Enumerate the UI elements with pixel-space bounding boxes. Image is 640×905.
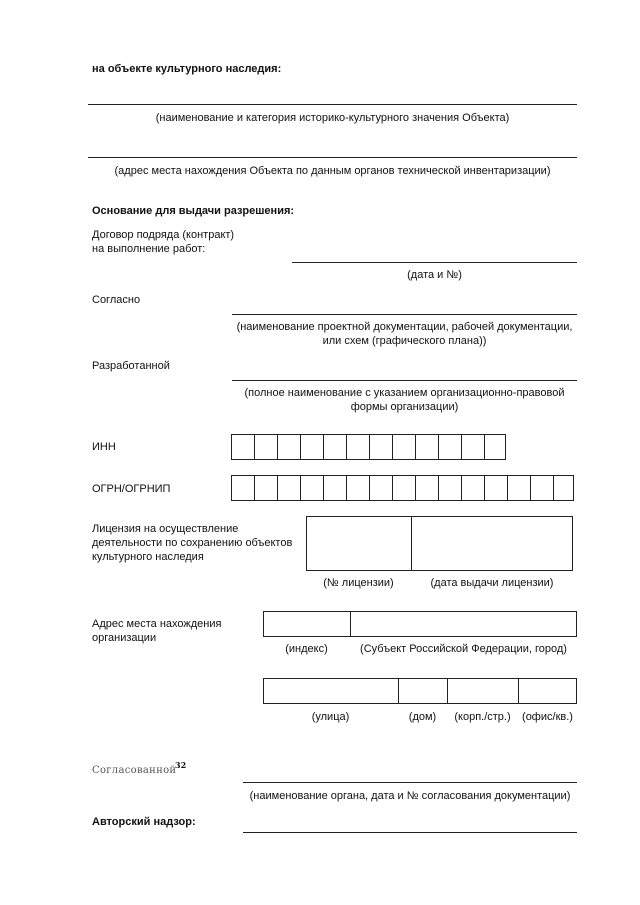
inn-digit-cell[interactable] (462, 435, 485, 459)
inn-digit-cell[interactable] (255, 435, 278, 459)
inn-cells[interactable] (231, 434, 506, 460)
inn-digit-cell[interactable] (324, 435, 347, 459)
ogrn-digit-cell[interactable] (370, 476, 393, 500)
approved-label: Согласованной (92, 765, 177, 776)
inn-digit-cell[interactable] (301, 435, 324, 459)
author-supervision-field[interactable] (243, 832, 577, 833)
contract-label-line2: на выполнение работ: (92, 243, 206, 255)
ogrn-digit-cell[interactable] (462, 476, 485, 500)
address-bottom-box[interactable] (263, 678, 577, 704)
house-caption: (дом) (408, 711, 437, 723)
address-label-line1: Адрес места нахождения (92, 618, 222, 630)
license-date-field[interactable] (412, 517, 572, 570)
org-name-caption-line2: формы организации) (350, 401, 459, 413)
license-date-caption: (дата выдачи лицензии) (430, 577, 554, 589)
address-top-box[interactable] (263, 611, 577, 637)
house-field[interactable] (399, 679, 448, 703)
office-caption: (офис/кв.) (522, 711, 573, 723)
ogrn-digit-cell[interactable] (393, 476, 416, 500)
approval-body-field[interactable] (243, 782, 577, 783)
ogrn-digit-cell[interactable] (554, 476, 573, 500)
postal-index-field[interactable] (264, 612, 351, 636)
building-caption: (корп./стр.) (454, 711, 511, 723)
object-address-field[interactable] (88, 157, 577, 158)
street-caption: (улица) (311, 711, 350, 723)
author-supervision-label: Авторский надзор: (92, 816, 196, 828)
postal-index-caption: (индекс) (285, 643, 328, 655)
inn-digit-cell[interactable] (485, 435, 505, 459)
ogrn-digit-cell[interactable] (232, 476, 255, 500)
contract-date-number-caption: (дата и №) (407, 269, 462, 281)
inn-digit-cell[interactable] (232, 435, 255, 459)
inn-digit-cell[interactable] (278, 435, 301, 459)
subject-city-caption: (Субъект Российской Федерации, город) (360, 643, 567, 655)
office-field[interactable] (519, 679, 576, 703)
license-number-caption: (№ лицензии) (323, 577, 394, 589)
ogrn-digit-cell[interactable] (416, 476, 439, 500)
agreed-label: Согласно (92, 294, 141, 306)
ogrn-digit-cell[interactable] (508, 476, 531, 500)
project-docs-field[interactable] (232, 314, 577, 315)
contract-label-line1: Договор подряда (контракт) (92, 229, 235, 241)
license-label-line3: культурного наследия (92, 551, 204, 563)
building-field[interactable] (448, 679, 519, 703)
ogrn-digit-cell[interactable] (531, 476, 554, 500)
object-heading: на объекте культурного наследия: (92, 63, 282, 75)
inn-digit-cell[interactable] (393, 435, 416, 459)
org-name-field[interactable] (232, 380, 577, 381)
object-name-field[interactable] (88, 104, 577, 105)
project-docs-caption-line2: или схем (графического плана)) (322, 335, 487, 347)
ogrn-digit-cell[interactable] (439, 476, 462, 500)
project-docs-caption-line1: (наименование проектной документации, рабочей документации, (236, 321, 573, 333)
inn-digit-cell[interactable] (416, 435, 439, 459)
object-name-caption: (наименование и категория историко-культурного значения Объекта) (155, 112, 510, 124)
developed-label: Разработанной (92, 360, 170, 372)
contract-field[interactable] (292, 262, 577, 263)
ogrn-cells[interactable] (231, 475, 574, 501)
license-number-field[interactable] (307, 517, 412, 570)
inn-digit-cell[interactable] (370, 435, 393, 459)
ogrn-digit-cell[interactable] (278, 476, 301, 500)
license-label-line2: деятельности по сохранению объектов (92, 537, 293, 549)
approved-footnote-marker: 32 (175, 760, 187, 770)
street-field[interactable] (264, 679, 399, 703)
license-label-line1: Лицензия на осуществление (92, 523, 239, 535)
inn-digit-cell[interactable] (439, 435, 462, 459)
org-name-caption-line1: (полное наименование с указанием организационно-правовой (244, 387, 565, 399)
ogrn-digit-cell[interactable] (301, 476, 324, 500)
license-box[interactable] (306, 516, 573, 571)
ogrn-digit-cell[interactable] (324, 476, 347, 500)
basis-heading: Основание для выдачи разрешения: (92, 205, 295, 217)
inn-label: ИНН (92, 441, 116, 453)
inn-digit-cell[interactable] (347, 435, 370, 459)
address-label-line2: организации (92, 632, 157, 644)
subject-city-field[interactable] (351, 612, 576, 636)
object-address-caption: (адрес места нахождения Объекта по данным органов технической инвентаризации) (114, 165, 551, 177)
approval-body-caption: (наименование органа, дата и № согласования документации) (249, 790, 571, 802)
ogrn-digit-cell[interactable] (347, 476, 370, 500)
ogrn-digit-cell[interactable] (255, 476, 278, 500)
ogrn-digit-cell[interactable] (485, 476, 508, 500)
ogrn-label: ОГРН/ОГРНИП (92, 483, 171, 495)
